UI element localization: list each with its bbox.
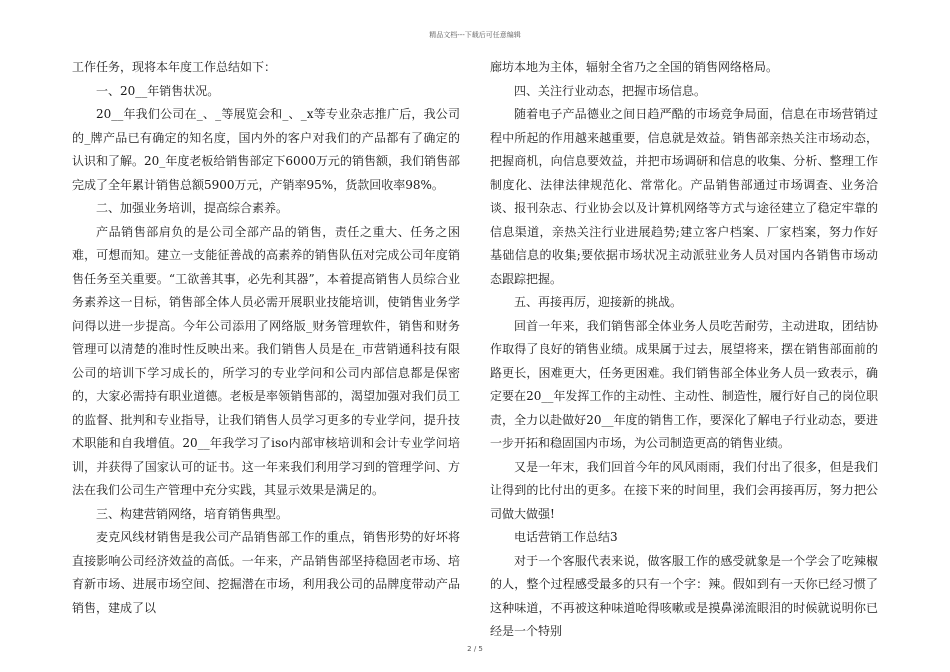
paragraph: 麦克风线材销售是我公司产品销售部工作的重点，销售形势的好坏将直接影响公司经济效益的高低。一年来，产品销售部坚持稳固老市场、培育新市场、进展市场空间、挖掘潜在市场，利用我公司的品牌度带动产品销售，建成了以 xyxy=(72,530,460,615)
page-number: 2 / 5 xyxy=(467,645,483,653)
paragraph: 随着电子产品德业之间日趋严酷的市场竞争局面，信息在市场营销过程中所起的作用越来越重要，信息就是效益。销售部亲热关注市场动态，把握商机，向信息要效益，并把市场调研和信息的收集、分析、整理工作制度化、法律法律规范化、常常化。产品销售部通过市场调查、业务洽谈、报刊杂志、行业协会以及计算机网络等方式与途径建立了稳定牢靠的信息渠道，亲热关注行业进展趋势;建立客户档案、厂家档案，努力作好基础信息的收集;要依据市场状况主动派驻业务人员对国内各销售市场动态跟踪把握。 xyxy=(490,107,878,286)
section-heading: 一、20__年销售状况。 xyxy=(96,83,220,98)
section-heading: 三、构建营销网络，培育销售典型。 xyxy=(96,506,289,521)
paragraph: 产品销售部肩负的是公司全部产品的销售，责任之重大、任务之困难，可想而知。建立一支能征善战的高素养的销售队伍对完成公司年度销售任务至关重要。“工欲善其事，必先利其器”，本着提高销售人员综合业务素养这一目标，销售部全体人员必需开展职业技能培训，使销售业务学问得以进一步提高。今年公司添用了网络版_财务管理软件，销售和财务管理可以清楚的准时性反映出来。我们销售人员是在_市营销通科技有限公司的培训下学习成长的，所学习的专业学问和公司内部信息都是保密的，大家必需持有职业道德。老板是率领销售部的，渴望加强对我们员工的监督、批判和专业指导，让我们销售人员学习更多的专业学问，提升技术职能和自我增值。20__年我学习了iso内部审核培训和会计专业学问培训，并获得了国家认可的证书。这一年来我们利用学习到的管理学问、方法在我们公司生产管理中充分实践，其显示效果是满足的。 xyxy=(72,224,460,497)
page-header: 精品文档---下载后可任意编辑 xyxy=(429,31,521,39)
section-heading: 五、再接再厉，迎接新的挑战。 xyxy=(514,295,683,309)
paragraph: 又是一年末，我们回首今年的风风雨雨，我们付出了很多，但是我们让得到的比付出的更多。在接下来的时间里，我们会再接再厉，努力把公司做大做强! xyxy=(490,459,878,521)
paragraph: 回首一年来，我们销售部全体业务人员吃苦耐劳，主动进取，团结协作取得了良好的销售业绩。成果属于过去，展望将来，摆在销售部面前的路更长，困难更大，任务更困难。我们销售部全体业务人员一致表示，确定要在20__年发挥工作的主动性、主动性、制造性，履行好自己的岗位职责，全力以赴做好20__年度的销售工作，要深化了解电子行业动态，要进一步开拓和稳固国内市场，为公司制造更高的销售业绩。 xyxy=(490,318,878,450)
paragraph: 工作任务，现将本年度工作总结如下： xyxy=(72,60,277,74)
right-text-column xyxy=(490,56,878,644)
paragraph: 20__年我们公司在_、_等展览会和_、_x等专业杂志推广后，我公司的_牌产品已有确定的知名度，国内外的客户对我们的产品都有了确定的认识和了解。20_年度老板给销售部定下6000万元的销售额，我们销售部完成了全年累计销售总额5900万元，产销率95%，货款回收率98%。 xyxy=(72,107,460,192)
section-heading: 二、加强业务培训，提高综合素养。 xyxy=(96,201,289,215)
section-heading: 电话营销工作总结3 xyxy=(514,530,618,544)
paragraph: 廊坊本地为主体，辐射全省乃之全国的销售网络格局。 xyxy=(490,60,779,74)
paragraph: 对于一个客服代表来说，做客服工作的感受就象是一个学会了吃辣椒的人，整个过程感受最多的只有一个字：辣。假如到有一天你已经习惯了这种味道，不再被这种味道呛得咳嗽或是摸鼻涕流眼泪的时候就说明你已经是一个特别 xyxy=(490,553,878,638)
section-heading: 四、关注行业动态，把握市场信息。 xyxy=(514,83,707,98)
left-text-column xyxy=(72,56,460,620)
